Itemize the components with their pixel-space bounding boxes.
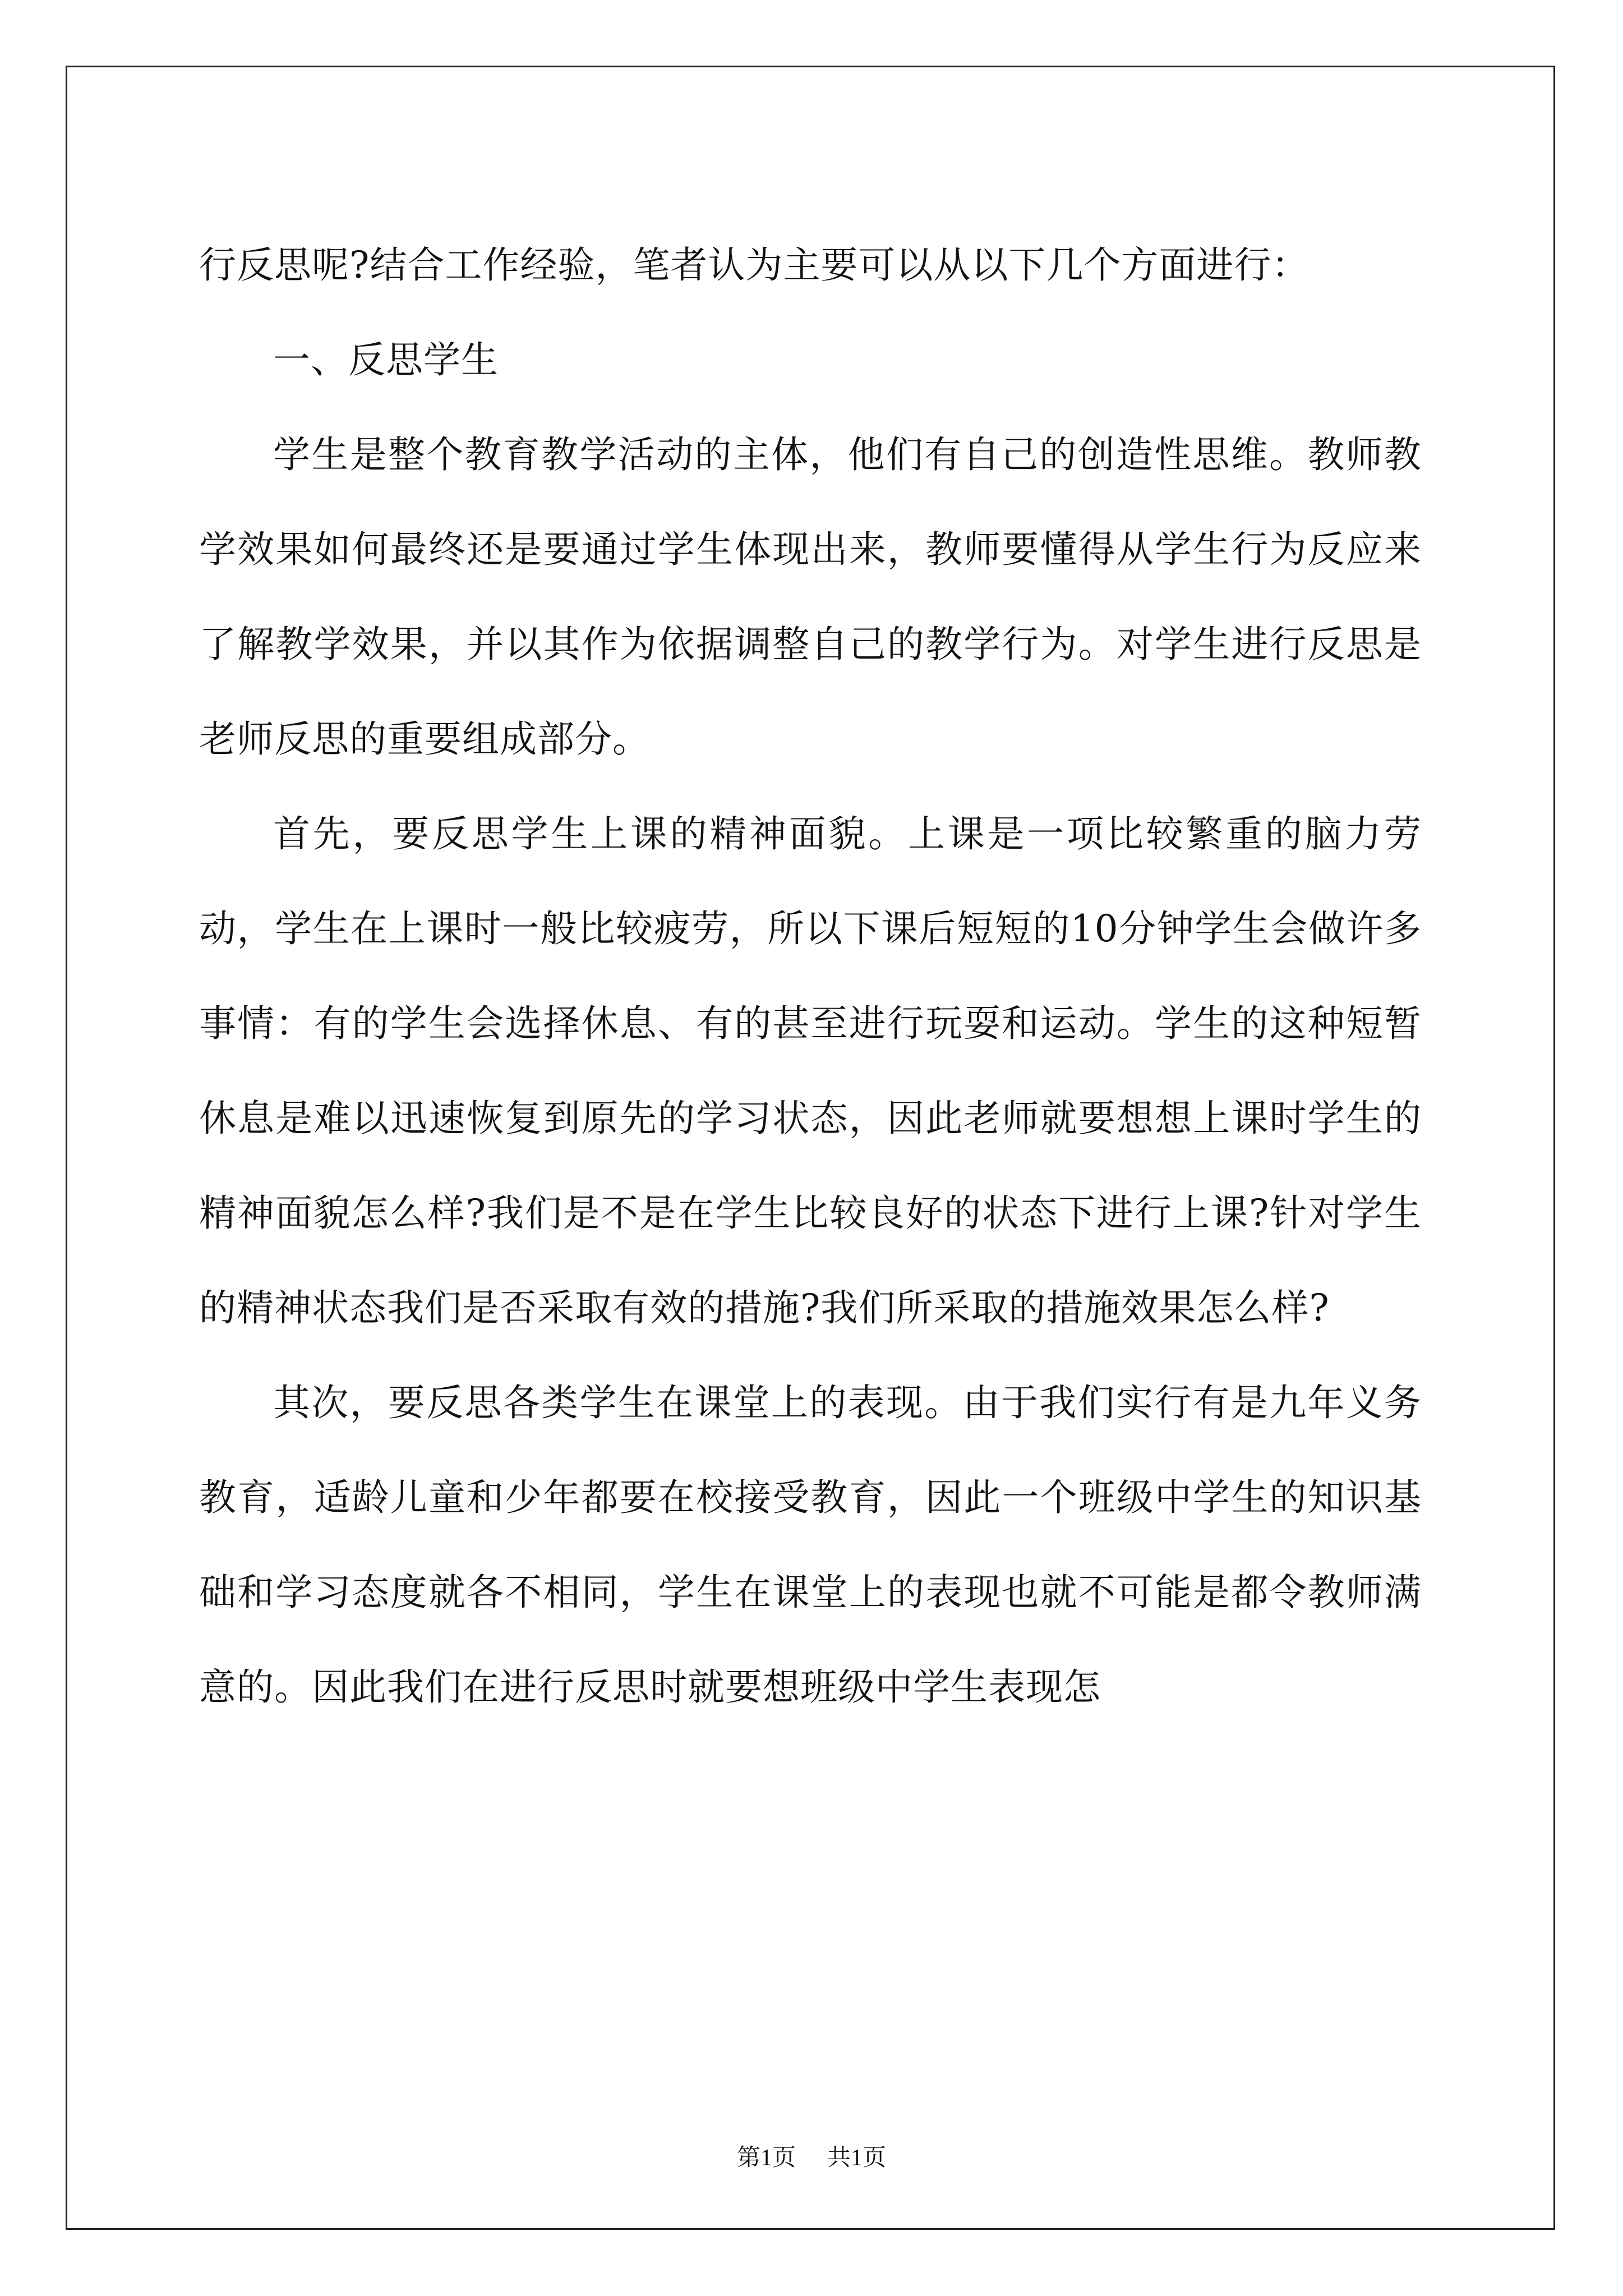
paragraph: 首先，要反思学生上课的精神面貌。上课是一项比较繁重的脑力劳动，学生在上课时一般比较疲劳，所以下课后短短的10分钟学生会做许多事情：有的学生会选择休息、有的甚至进行玩耍和运动。学生的这种短暂休息是难以迅速恢复到原先的学习状态，因此老师就要想想上课时学生的精神面貌怎么样?我们是不是在学生比较良好的状态下进行上课?针对学生的精神状态我们是否采取有效的措施?我们所采取的措施效果怎么样? xyxy=(199,812,1422,1329)
page-footer xyxy=(0,2144,1623,2172)
paragraph-continuation: 行反思呢?结合工作经验，笔者认为主要可以从以下几个方面进行： xyxy=(199,243,1310,287)
section-heading: 一、反思学生 xyxy=(273,338,499,381)
document-body xyxy=(199,218,1422,1734)
page-number: 第1页 xyxy=(736,2145,796,2171)
paragraph: 学生是整个教育教学活动的主体，他们有自己的创造性思维。教师教学效果如何最终还是要通过学生体现出来，教师要懂得从学生行为反应来了解教学效果，并以其作为依据调整自己的教学行为。对学生进行反思是老师反思的重要组成部分。 xyxy=(199,433,1422,761)
page-total: 共1页 xyxy=(827,2145,887,2171)
paragraph: 其次，要反思各类学生在课堂上的表现。由于我们实行有是九年义务教育，适龄儿童和少年都要在校接受教育，因此一个班级中学生的知识基础和学习态度就各不相同，学生在课堂上的表现也就不可能是都令教师满意的。因此我们在进行反思时就要想班级中学生表现怎 xyxy=(199,1381,1422,1709)
